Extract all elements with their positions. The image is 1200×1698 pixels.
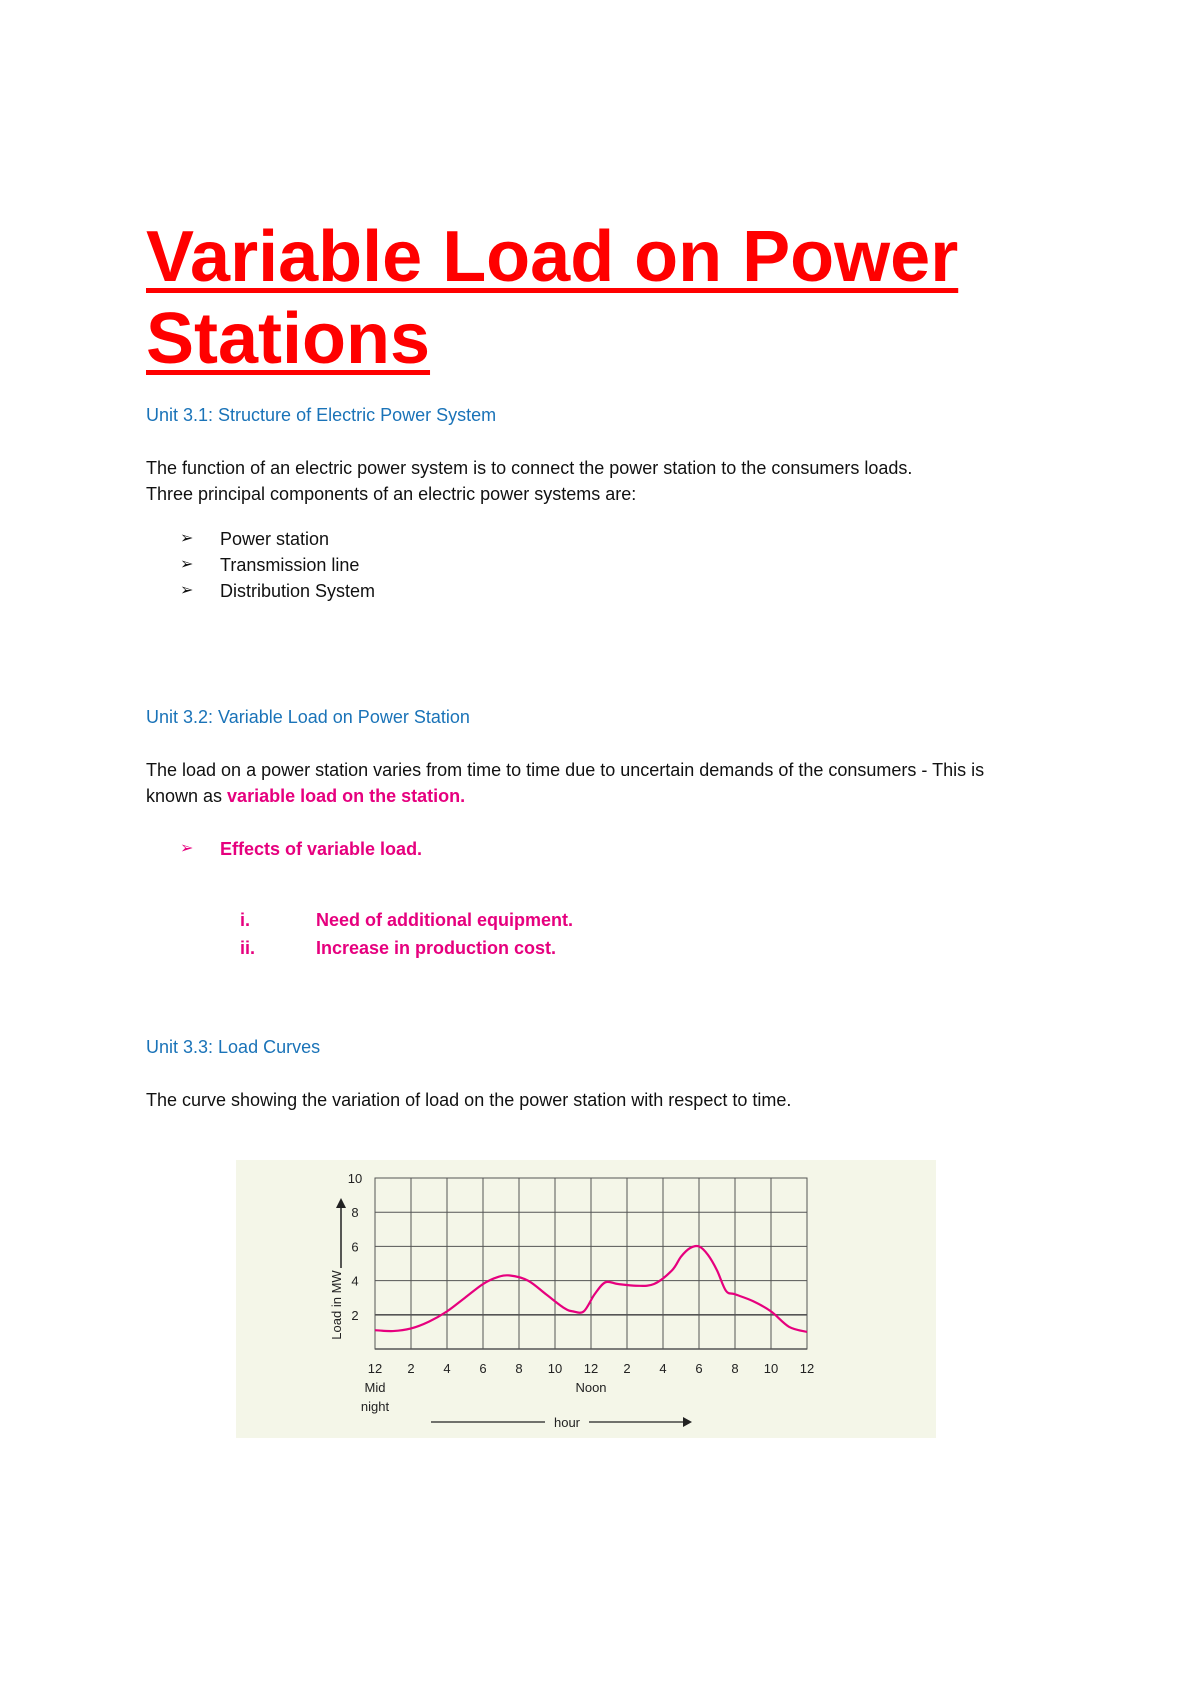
paragraph-components: Three principal components of an electric power systems are: [146, 484, 637, 504]
x-axis-title: hour [553, 1415, 581, 1430]
list-item-label: Transmission line [220, 555, 360, 575]
effects-label: Effects of variable load. [220, 839, 423, 859]
paragraph-function: The function of an electric power system is to connect the power station to the consumers loads. [146, 458, 913, 478]
x-tick-label: 6 [695, 1361, 703, 1376]
effects-list [240, 906, 573, 962]
page-title: Variable Load on Power Stations [146, 217, 959, 379]
arrow-bullet-icon: ➢ [180, 840, 194, 857]
variable-load-emphasis: variable load on the station. [227, 786, 466, 806]
list-item [180, 552, 375, 578]
y-tick-label: 2 [351, 1307, 359, 1323]
x-tick-label: 8 [515, 1361, 523, 1376]
x-tick-label: 12 [799, 1361, 815, 1376]
list-number: i. [240, 910, 251, 930]
list-number: ii. [240, 938, 256, 958]
list-item [240, 934, 573, 962]
x-tick-sublabel: night [360, 1399, 390, 1414]
y-tick-label: 8 [351, 1205, 359, 1221]
list-item-label: Power station [220, 529, 330, 549]
list-item [180, 526, 375, 552]
list-item-label: Distribution System [220, 581, 376, 601]
paragraph-load-curve: The curve showing the variation of load on the power station with respect to time. [146, 1090, 792, 1110]
y-axis-arrow-icon [336, 1198, 346, 1208]
effects-heading [180, 836, 422, 862]
known-as-prefix: known as [146, 786, 228, 806]
x-tick-label: 2 [407, 1361, 415, 1376]
load-curve-svg [236, 1160, 936, 1438]
x-tick-label: 12 [367, 1361, 383, 1376]
x-tick-label: 10 [763, 1361, 779, 1376]
x-tick-label: 2 [623, 1361, 631, 1376]
y-tick-label: 10 [347, 1171, 363, 1186]
x-tick-sublabel: Noon [575, 1380, 607, 1395]
arrow-bullet-icon: ➢ [180, 556, 194, 573]
list-item-label: Need of additional equipment. [316, 910, 574, 930]
x-tick-label: 8 [731, 1361, 739, 1376]
components-list [180, 526, 375, 604]
section-heading-3-1: Unit 3.1: Structure of Electric Power System [146, 405, 497, 425]
y-tick-label: 6 [351, 1239, 359, 1255]
arrow-bullet-icon: ➢ [180, 582, 194, 599]
x-tick-label: 4 [443, 1361, 451, 1376]
load-curve-chart [236, 1160, 936, 1438]
y-tick-label: 4 [351, 1273, 359, 1289]
x-tick-label: 4 [659, 1361, 667, 1376]
x-tick-label: 12 [583, 1361, 599, 1376]
paragraph-variable-load: The load on a power station varies from time to time due to uncertain demands of the consumers - This is [146, 760, 985, 780]
arrow-bullet-icon: ➢ [180, 530, 194, 547]
section-heading-3-3: Unit 3.3: Load Curves [146, 1037, 321, 1057]
x-tick-label: 10 [547, 1361, 563, 1376]
x-tick-label: 6 [479, 1361, 487, 1376]
x-tick-sublabel: Mid [364, 1380, 386, 1395]
y-axis-title: Load in MW [329, 1270, 344, 1340]
paragraph-known-as [146, 783, 1106, 809]
list-item [240, 906, 573, 934]
list-item [180, 578, 375, 604]
x-axis-arrow-icon [683, 1417, 692, 1427]
list-item-label: Increase in production cost. [316, 938, 557, 958]
section-heading-3-2: Unit 3.2: Variable Load on Power Station [146, 707, 470, 727]
